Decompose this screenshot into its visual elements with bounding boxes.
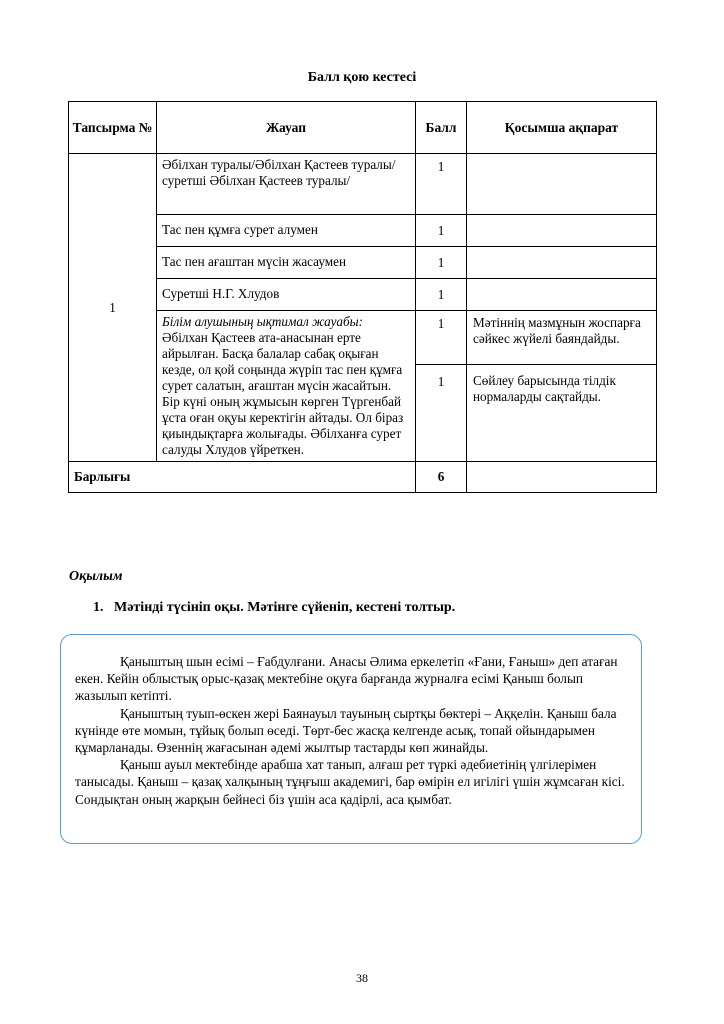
header-task: Тапсырма № [69,102,157,154]
table-title: Балл қою кестесі [307,70,417,85]
score-cell: 1 [416,154,467,215]
long-answer-cell [157,311,416,462]
score-cell: 1 [416,215,467,247]
score-cell: 1 [416,247,467,279]
reading-text-box [60,634,642,844]
info-cell [467,279,657,311]
table-row [69,279,657,311]
task-number: 1. [93,600,104,615]
info-cell: Мәтіннің мазмұнын жоспарға сәйкес жүйелі баяндайды. [467,311,657,365]
section-title: Оқылым [69,569,123,584]
table-row [69,154,657,215]
answer-cell: Тас пен ағаштан мүсін жасаумен [157,247,416,279]
info-cell [467,215,657,247]
table-row [69,311,657,365]
info-cell: Сөйлеу барысында тілдік нормаларды сақтайды. [467,365,657,462]
info-cell [467,154,657,215]
task-instruction [93,600,455,616]
total-score: 6 [416,462,467,493]
header-answer: Жауап [157,102,416,154]
reading-paragraph: Қаныш ауыл мектебінде арабша хат танып, алғаш рет түркі әдебиетінің үлгілерімен танысады. Қаныш – қазақ халқының тұңғыш академигі, бар өмірін ел игілігі үшін жұмсаған кісі. Сондықтан оның жарқын бейнесі біз үшін аса қадірлі, аса қымбат. [75,757,625,807]
header-score: Балл [416,102,467,154]
page-number: 38 [356,971,368,985]
header-info: Қосымша ақпарат [467,102,657,154]
table-header-row [69,102,657,154]
total-info-cell [467,462,657,493]
total-label: Барлығы [69,462,416,493]
score-table [68,101,657,493]
task-number-cell: 1 [69,154,157,462]
table-row [69,247,657,279]
answer-cell: Әбілхан туралы/Әбілхан Қастеев туралы/суретші Әбілхан Қастеев туралы/ [157,154,416,215]
reading-paragraph: Қаныштың шын есімі – Ғабдулғани. Анасы Әлима еркелетіп «Ғани, Ғаныш» деп атаған екен. Кейін облыстық орыс-қазақ мектебіне оқуға барғанда журналға есімі Қаныш болып жазылып кетіпті. [75,654,618,704]
score-cell: 1 [416,365,467,462]
answer-cell: Суретші Н.Г. Хлудов [157,279,416,311]
long-answer-text: Әбілхан Қастеев ата-анасынан ерте айрылған. Басқа балалар сабақ оқыған кезде, ол қой соңында жүріп тас пен құмға сурет салатын, ағаштан мүсін жасайтын. Бір күні оның жұмысын көрген Түргенбай ұста оған оқуы керектігін айтады. Ол біраз қиындықтарға жолығады. Әбілханға сурет салуды Хлудов үйреткен. [162,330,404,457]
score-cell: 1 [416,311,467,365]
answer-cell: Тас пен құмға сурет алумен [157,215,416,247]
reading-paragraph: Қаныштың туып-өскен жері Баянауыл тауының сыртқы бөктері – Аққелін. Қаныш бала күнінде өте момын, тұйық болып өседі. Төрт-бес жасқа келгенде асық, топай ойындарымен құмарланады. Өзеннің жағасынан әдемі жылтыр тастарды көп жинайды. [75,705,617,756]
long-answer-intro: Білім алушының ықтимал жауабы: [162,314,363,329]
info-cell [467,247,657,279]
table-total-row [69,462,657,493]
table-row [69,215,657,247]
score-cell: 1 [416,279,467,311]
task-text: Мәтінді түсініп оқы. Мәтінге сүйеніп, кестені толтыр. [114,600,456,615]
